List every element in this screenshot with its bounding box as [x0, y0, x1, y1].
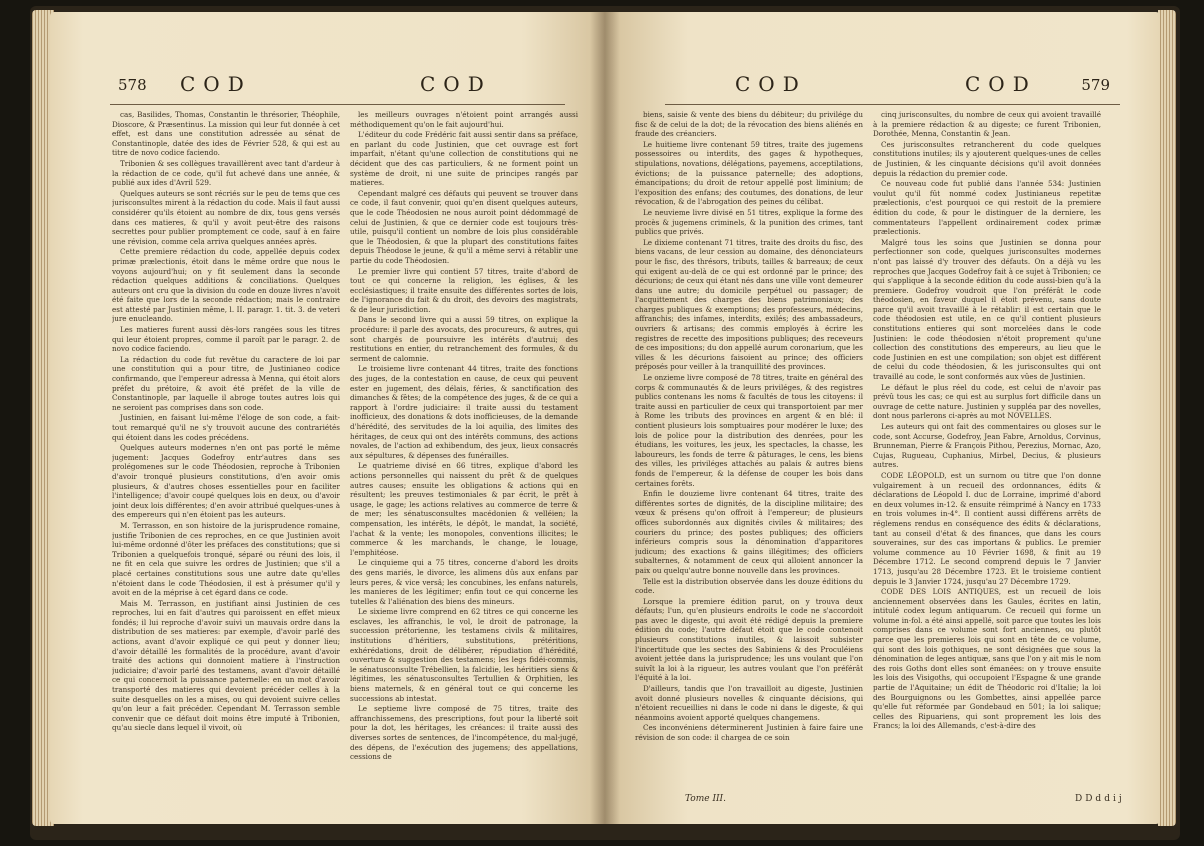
paragraph: CODE DES LOIS ANTIQUES, est un recueil de lois anciennement observées dans les Gaules, écrites en latin, intitulé codex legum antiquarum. Ce recueil qui forme un volume in-fol. a été ainsi appellé, soit parce que toutes les lois comprises dans ce volume sont fort anciennes, ou plutôt parce que les premieres lois qui sont en tête de ce volume, qui sont des lois gothiques, ne sont désignées que sous la dénomination de leges antiquæ, sans que l'on y ait mis le nom des rois Goths dont elles sont émanées: on y trouve ensuite les lois des Visigoths, qui occupoient l'Espagne & une grande partie de l'Aquitaine; un édit de Théodoric roi d'Italie; la loi des Bourguignons ou les Gombettes, ainsi appellée parce qu'elle fut réformée par Gondebaud en 501; la loi salique; celles des Ripuariens, qui sont proprement les lois des Francs; la loi des Allemands, c'est-à-dire des — [873, 587, 1101, 731]
left-head-rule — [110, 104, 565, 105]
paragraph: les meilleurs ouvrages n'étoient point arrangés aussi méthodiquement qu'on le fait aujourd'hui. — [350, 110, 578, 129]
paragraph: Lorsque la premiere édition parut, on y trouva deux défauts; l'un, qu'en plusieurs endroits le code ne s'accordoit pas avec le digeste, qui avoit été rédigé depuis la premiere édition du code; l'autre défaut étoit que le code contenoit plusieurs constitutions inutiles, & laissoit subsister l'incertitude que les sectes des Sabiniens & des Proculéiens avoient jettée dans la jurisprudence; les uns voulant que l'on suivît la loi à la rigueur, les autres voulant que l'on préférât l'équité à la loi. — [635, 596, 863, 683]
paragraph: Le onzieme livre composé de 78 titres, traite en général des corps & communautés & de leurs priviléges, & des registres publics contenans les noms & facultés de tous les citoyens: il traite aussi en particulier de ceux qui transportoient par mer à Rome les tributs des provinces en argent & en blé: il contient plusieurs lois somptuaires pour modérer le luxe; des lois de police pour la distribution des denrées, pour les étudians, les voitures, les jeux, les spectacles, la chasse, les laboureurs, les fonds de terre & pâturages, le cens, les biens des villes, les priviléges attachés au palais & autres biens fonds de l'empereur, & la défense de couper les bois dans certaines forêts. — [635, 373, 863, 488]
left-page — [50, 12, 605, 824]
paragraph: Le huitieme livre contenant 59 titres, traite des jugemens possessoires ou interdits, des gages & hypotheques, stipulations, novations, délégations, payemens, acceptilations, évictions; de la puissance paternelle; des adoptions, émancipations; du droit de retour appellé post liminium; de l'exposition des enfans; des coutumes, des donations, de leur révocation, & de l'abrogation des peines du célibat. — [635, 139, 863, 207]
paragraph: Les matieres furent aussi dès-lors rangées sous les titres qui leur étoient propres, comme il paroît par le paragr. 2. de novo codice faciendo. — [112, 325, 340, 354]
right-head-word-1: COD — [735, 72, 807, 96]
paragraph: La rédaction du code fut revêtue du caractere de loi par une constitution qui a pour titre, de Justinianeo codice confirmando, que l'empereur adressa à Menna, qui étoit alors préfet du prétoire, & avoit été préfet de la ville de Constantinople, par laquelle il abroge toutes autres lois qui ne seroient pas comprises dans son code. — [112, 354, 340, 412]
right-column-1 — [635, 110, 863, 800]
right-column-2 — [873, 110, 1101, 800]
left-head-word-2: COD — [420, 72, 492, 96]
paragraph: Le dixieme contenant 71 titres, traite des droits du fisc, des biens vacans, de leur cession au domaine, des dénonciateurs pour le fisc, des thrésors, tributs, tailles & barreaux; de ceux qui exigent au-delà de ce qui est ordonné par le prince; des décurions; de ceux qui étant nés dans une ville vont demeurer dans une autre; du domicile perpétuel ou passager; de l'acquittement des charges des biens patrimoniaux; des charges publiques & exemptions; des professeurs, médecins, affranchis; des infames, interdits, exilés; des ambassadeurs, ouvriers & artisans; des commis employés à écrire les registres de recette des impositions publiques; des receveurs de ces impositions; du don appellé aurum coronarium, que les villes & les décurions faisoient au prince; des officiers préposés pour veiller à la tranquillité des provinces. — [635, 237, 863, 372]
right-running-head — [645, 72, 1120, 106]
paragraph: Le neuvieme livre divisé en 51 titres, explique la forme des procès & jugemens criminels, & la punition des crimes, tant publics que privés. — [635, 207, 863, 237]
paragraph: Quelques auteurs modernes n'en ont pas porté le même jugement: Jacques Godefroy entr'autres dans ses prolégomenes sur le code Théodosien, reproche à Tribonien d'avoir tronqué plusieurs constitutions, d'en avoir omis plusieurs, & d'autres choses essentielles pour en faciliter l'intelligence; d'avoir coupé quelques lois en deux, ou d'avoir joint deux lois différentes; d'en avoir attribué quelques-unes à des empereurs qui n'en étoient pas les auteurs. — [112, 443, 340, 520]
paragraph: Ce nouveau code fut publié dans l'année 534: Justinien voulut qu'il fût nommé codex Justinianeus repetitæ prælectionis, c'est pourquoi ce qui restoit de la premiere édition du code, & pour le distinguer de la derniere, les commentateurs l'appellent ordinairement codex primæ prælectionis. — [873, 179, 1101, 237]
paragraph: Telle est la distribution observée dans les douze éditions du code. — [635, 576, 863, 596]
paragraph: CODE LÉOPOLD, est un surnom ou titre que l'on donne vulgairement à un recueil des ordonnances, édits & déclarations de Léopold I. duc de Lorraine, imprimé d'abord en deux volumes in-12. & ensuite réimprimé à Nancy en 1733 en trois volumes in-4°. Il contient aussi différens arrêts de réglemens rendus en conséquence des édits & déclarations, tant au conseil d'état & des finances, que dans les cours souveraines, sur des cas importans & publics. Le premier volume commence au 10 Février 1698, & finit au 19 Décembre 1712. Le second comprend depuis le 7 Janvier 1713, jusqu'au 28 Décembre 1723. Et le troisieme contient depuis le 3 Janvier 1724, jusqu'au 27 Décembre 1729. — [873, 470, 1101, 586]
page-edges-right — [1158, 10, 1176, 826]
paragraph: cas, Basilides, Thomas, Constantin le thrésorier, Théophile, Dioscore, & Præsentinus. La mission qui leur fut donnée à cet effet, est dans une constitution adressée au sénat de Constantinople, datée des ides de Février 528, & qui est au titre de novo codice faciendo. — [112, 110, 340, 158]
paragraph: cinq jurisconsultes, du nombre de ceux qui avoient travaillé à la premiere rédaction & au digeste; ce furent Tribonien, Dorothée, Menna, Constantin & Jean. — [873, 110, 1101, 139]
volume-footer: Tome III. — [685, 794, 726, 804]
paragraph: Le septieme livre composé de 75 titres, traite des affranchissemens, des prescriptions, fout pour la liberté soit pour la dot, les héritages, les créances: il traite aussi des diverses sortes de sentences, de l'incompétence, du mal-jugé, des dépens, de l'exécution des jugemens; des appellations, cessions de — [350, 704, 578, 762]
paragraph: Le quatrieme divisé en 66 titres, explique d'abord les actions personnelles qui naissent du prêt & de quelques autres causes; ensuite les obligations & actions qui en résultent; les preuves testimoniales & par écrit, le prêt à usage, le gage; les actions relatives au commerce de terre & de mer; les sénatusconsultes macédonien & velléien; la compensation, les intérêts, le dépôt, le mandat, la société, l'achat & la vente; les monopoles, conventions illicites; le commerce & les marchands, le change, le louage, l'emphitéose. — [350, 461, 578, 557]
paragraph: Mais M. Terrasson, en justifiant ainsi Justinien de ces reproches, lui en fait d'autres qui paroissent en effet mieux fondés; il lui reproche d'avoir suivi un mauvais ordre dans la distribution de ses matieres: par exemple, d'avoir parlé des actions, avant d'avoir expliqué ce qui peut y donner lieu; d'avoir détaillé les formalités de la procédure, avant d'avoir traité des actions qui donnoient matiere à l'instruction judiciaire; d'avoir parlé des testamens, avant d'avoir détaillé ce qui concernoit la puissance paternelle: en un mot d'avoir transporté des matieres qui devoient précéder celles à la suite desquelles on les a mises, ou qui devoient suivre celles qu'on leur a fait précéder. Cependant M. Terrasson semble convenir que ce défaut doit moins être imputé à Tribonien, qu'au siecle dans lequel il vivoit, où — [112, 598, 340, 733]
paragraph: Ces jurisconsultes retrancherent du code quelques constitutions inutiles; ils y ajouterent quelques-unes de celles de Justinien, & les cinquante décisions qu'il avoit données depuis la rédaction du premier code. — [873, 139, 1101, 178]
paragraph: biens, saisie & vente des biens du débiteur; du privilége du fisc & de celui de la dot; de la révocation des biens aliénés en fraude des créanciers. — [635, 110, 863, 139]
paragraph: D'ailleurs, tandis que l'on travailloit au digeste, Justinien avoit donné plusieurs novelles & cinquante décisions, qui n'étoient recueillies ni dans le code ni dans le digeste, & qui néanmoins avoient apporté quelques changemens. — [635, 684, 863, 722]
paragraph: Dans le second livre qui a aussi 59 titres, on explique la procédure: il parle des avocats, des procureurs, & autres, qui sont chargés de poursuivre les intérêts d'autrui; des restitutions en entier, du retranchement des formules, & du serment de calomnie. — [350, 315, 578, 363]
paragraph: L'éditeur du code Frédéric fait aussi sentir dans sa préface, en parlant du code Justinien, que cet ouvrage est fort imparfait, n'étant qu'une collection de constitutions qui ne décident que des cas particuliers, & ne forment point un système de droit, ni une suite de principes rangés par matieres. — [350, 130, 578, 188]
left-column-1 — [112, 110, 340, 800]
paragraph: Le sixieme livre comprend en 62 titres ce qui concerne les esclaves, les affranchis, le vol, le droit de patronage, la succession prétorienne, les testamens civils & militaires, institutions d'héritiers, substitutions, prétéritions, exhérédations, droit de délibérer, répudiation d'hérédité, ouverture & suggestion des testamens; les legs fidéi-commis, le sénatusconsulte Trébellien, la falcidie, les héritiers siens & légitimes, les sénatusconsultes Tertullien & Orphitien, les biens maternels, & en général tout ce qui concerne les successions ab intestat. — [350, 607, 578, 703]
right-page — [605, 12, 1160, 824]
paragraph: Enfin le douzieme livre contenant 64 titres, traite des différentes sortes de dignités, de la discipline militaire; des vœux & présens qu'on offroit à l'empereur; de plusieurs offices subordonnés aux dignités civiles & militaires; des couriers du prince; des postes publiques; des officiers inférieurs compris sous la dénomination d'apparitores judicum; des exactions & gains illégitimes; des officiers subalternes, & notamment de ceux qui alloient annoncer la paix ou quelqu'autre bonne nouvelle dans les provinces. — [635, 489, 863, 575]
right-page-number: 579 — [1081, 76, 1110, 94]
paragraph: Le cinquieme qui a 75 titres, concerne d'abord les droits des gens mariés, le divorce, les alimens dûs aux enfans par leurs peres, & vice versâ; les concubines, les enfans naturels, les manieres de les légitimer; enfin tout ce qui concerne les tutelles & l'aliénation des biens des mineurs. — [350, 558, 578, 606]
paragraph: Tribonien & ses collègues travaillèrent avec tant d'ardeur à la rédaction de ce code, qu'il fut achevé dans une année, & publié aux ides d'Avril 529. — [112, 158, 340, 188]
paragraph: Le défaut le plus réel du code, est celui de n'avoir pas prévû tous les cas; ce qui est au surplus fort difficile dans un ouvrage de cette nature. Justinien y suppléa par des novelles, dont nous parlerons ci-après au mot NOVELLES. — [873, 382, 1101, 421]
signature-mark: DDddij — [1075, 794, 1125, 804]
right-head-word-2: COD — [965, 72, 1037, 96]
paragraph: Le troisieme livre contenant 44 titres, traite des fonctions des juges, de la contestation en cause, de ceux qui peuvent ester en jugement, des délais, féries, & sanctification des dimanches & fêtes; de la compétence des juges, & de ce qui a rapport à l'ordre judiciaire: il traite aussi du testament inofficieux, des donations & dots inofficieuses, de la demande d'hérédité, des servitudes de la loi aquilia, des limites des héritages, de ceux qui ont des intérêts communs, des actions novales, de l'action ad exhibendum, des jeux, lieux consacrés aux sépultures, & dépenses des funérailles. — [350, 364, 578, 460]
right-head-rule — [665, 104, 1120, 105]
paragraph: Les auteurs qui ont fait des commentaires ou gloses sur le code, sont Accurse, Godefroy, Jean Fabre, Arnoldus, Corvinus, Brunneman, Pierre & François Pithou, Perezius, Mornac, Azo, Cujas, Rugueau, Cuphanius, Mirbel, Decius, & plusieurs autres. — [873, 422, 1101, 470]
left-running-head — [90, 72, 565, 106]
left-column-2 — [350, 110, 578, 800]
paragraph: Cette premiere rédaction du code, appellée depuis codex primæ prælectionis, étoit dans le même ordre que nous le voyons aujourd'hui; on y fit seulement dans la seconde rédaction quelques additions & conciliations. Quelques auteurs ont cru que la division du code en douze livres n'avoit été faite que lors de la seconde rédaction; mais le contraire est attesté par Justinien même, l. II. paragr. 1. tit. 3. de veteri jure enucleando. — [112, 247, 340, 324]
paragraph: M. Terrasson, en son histoire de la jurisprudence romaine, justifie Tribonien de ces reproches, en ce que Justinien avoit lui-même ordonné d'ôter les préfaces des constitutions; que si Tribonien a quelquefois tronqué, séparé ou réuni des lois, il ne fit en cela que suivre les ordres de Justinien; que s'il a placé certaines constitutions sous une autre date qu'elles n'étoient dans le code Théodosien, il est à présumer qu'il y avoit en de la méprise à cet égard dans ce code. — [112, 520, 340, 598]
paragraph: Le premier livre qui contient 57 titres, traite d'abord de tout ce qui concerne la religion, les églises, & les ecclésiastiques; il traite ensuite des différentes sortes de lois, de l'ignorance du fait & du droit, des devoirs des magistrats, & de leur jurisdiction. — [350, 266, 578, 314]
paragraph: Justinien, en faisant lui-même l'éloge de son code, a fait-tout remarqué qu'il ne s'y trouvoit aucune des contrariétés qui étoient dans les codes précédens. — [112, 413, 340, 442]
paragraph: Cependant malgré ces défauts qui peuvent se trouver dans ce code, il faut convenir, quoi qu'en disent quelques auteurs, que le code Théodosien ne nous auroit point dédommagé de celui de Justinien, & que ce dernier code est toujours très-utile, puisqu'il contient un nombre de lois plus considérable que le Théodosien, & que la plupart des constitutions faites depuis Théodose le jeune, & qu'il a même servi à rétablir une partie du code Théodosien. — [350, 188, 578, 265]
paragraph: Ces inconvéniens déterminerent Justinien à faire faire une révision de son code: il chargea de ce soin — [635, 723, 863, 742]
paragraph: Quelques auteurs se sont récriés sur le peu de tems que ces jurisconsultes mirent à la rédaction du code. Mais il faut aussi considérer qu'ils étoient au nombre de dix, tous gens versés dans ces matieres, & qu'il y avoit peut-être des raisons secrettes pour publier promptement ce code, sauf à en faire une révision, comme cela arriva quelques années après. — [112, 188, 340, 246]
left-page-number: 578 — [118, 76, 147, 94]
paragraph: Malgré tous les soins que Justinien se donna pour perfectionner son code, quelques jurisconsultes modernes n'ont pas laissé d'y trouver des défauts. On a déjà vu les reproches que Jacques Godefroy fait à ce sujet à Tribonien; ce qui s'applique à la seconde édition du code aussi-bien qu'à la premiere. Godefroy voudroit que l'on préférât le code théodosien, en faveur duquel il étoit prévenu, sans doute parce qu'il avoit travaillé à le rétablir: il est certain que le code théodosien est utile, en ce qu'il contient plusieurs constitutions entieres qui sont morcelées dans le code Justinien: le code théodosien n'étoit proprement qu'une collection des constitutions des empereurs, au lieu que le code Justinien en est une compilation; son objet est différent de celui du code théodosien, & les jurisconsultes qui ont travaillé au code, le sont conformés aux vûes de Justinien. — [873, 237, 1101, 382]
book-gutter — [590, 12, 620, 824]
left-head-word-1: COD — [180, 72, 252, 96]
